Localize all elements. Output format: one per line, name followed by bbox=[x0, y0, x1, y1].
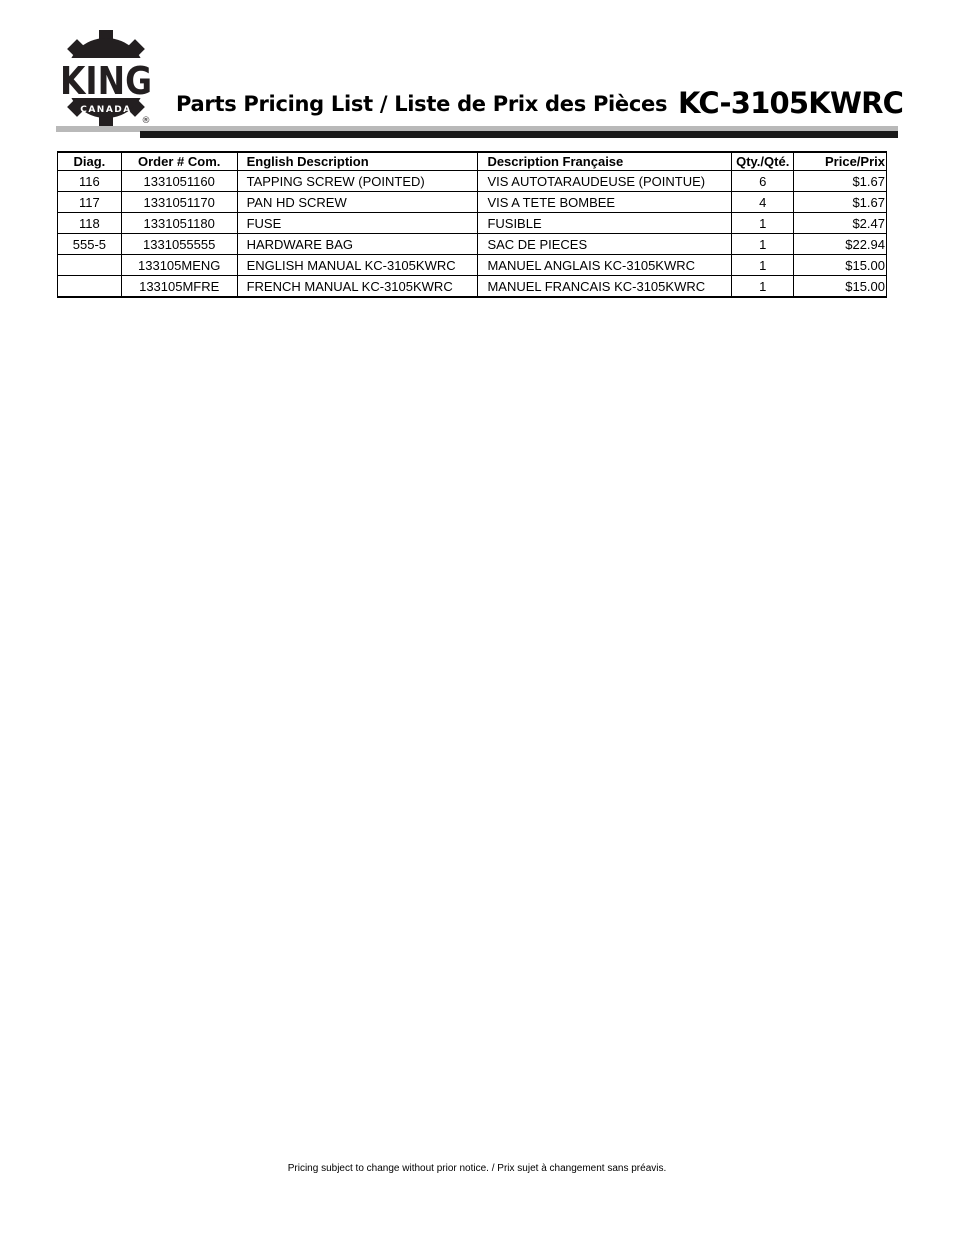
cell-diag: 116 bbox=[58, 171, 122, 192]
cell-price: $1.67 bbox=[794, 171, 887, 192]
cell-diag bbox=[58, 255, 122, 276]
cell-english: ENGLISH MANUAL KC-3105KWRC bbox=[237, 255, 478, 276]
cell-qty: 1 bbox=[732, 276, 794, 298]
parts-pricing-table bbox=[57, 151, 887, 298]
table-row bbox=[58, 276, 887, 298]
cell-french: VIS AUTOTARAUDEUSE (POINTUE) bbox=[478, 171, 732, 192]
cell-order: 1331051160 bbox=[121, 171, 237, 192]
cell-qty: 6 bbox=[732, 171, 794, 192]
table-row bbox=[58, 255, 887, 276]
cell-order: 1331055555 bbox=[121, 234, 237, 255]
header-divider-black bbox=[140, 131, 898, 138]
cell-qty: 1 bbox=[732, 255, 794, 276]
cell-diag: 118 bbox=[58, 213, 122, 234]
cell-diag bbox=[58, 276, 122, 298]
cell-english: PAN HD SCREW bbox=[237, 192, 478, 213]
table-row bbox=[58, 192, 887, 213]
cell-french: MANUEL FRANCAIS KC-3105KWRC bbox=[478, 276, 732, 298]
model-number: KC-3105KWRC bbox=[678, 86, 904, 120]
column-header-order: Order # Com. bbox=[121, 152, 237, 171]
cell-english: HARDWARE BAG bbox=[237, 234, 478, 255]
cell-price: $1.67 bbox=[794, 192, 887, 213]
cell-qty: 1 bbox=[732, 234, 794, 255]
table-row bbox=[58, 234, 887, 255]
svg-text:KING: KING bbox=[60, 59, 152, 103]
cell-english: FRENCH MANUAL KC-3105KWRC bbox=[237, 276, 478, 298]
table-header-row bbox=[58, 152, 887, 171]
svg-text:CANADA: CANADA bbox=[80, 105, 132, 115]
cell-diag: 117 bbox=[58, 192, 122, 213]
cell-price: $15.00 bbox=[794, 276, 887, 298]
cell-order: 133105MENG bbox=[121, 255, 237, 276]
cell-order: 1331051180 bbox=[121, 213, 237, 234]
column-header-qty: Qty./Qté. bbox=[732, 152, 794, 171]
cell-price: $22.94 bbox=[794, 234, 887, 255]
cell-price: $2.47 bbox=[794, 213, 887, 234]
pricing-disclaimer: Pricing subject to change without prior notice. / Prix sujet à changement sans préavis. bbox=[287, 1163, 667, 1174]
cell-order: 133105MFRE bbox=[121, 276, 237, 298]
svg-text:®: ® bbox=[141, 116, 151, 126]
cell-french: SAC DE PIECES bbox=[478, 234, 732, 255]
gear-logo-icon bbox=[56, 28, 156, 128]
cell-qty: 4 bbox=[732, 192, 794, 213]
cell-order: 1331051170 bbox=[121, 192, 237, 213]
cell-english: FUSE bbox=[237, 213, 478, 234]
cell-english: TAPPING SCREW (POINTED) bbox=[237, 171, 478, 192]
cell-french: MANUEL ANGLAIS KC-3105KWRC bbox=[478, 255, 732, 276]
table-row bbox=[58, 171, 887, 192]
cell-french: FUSIBLE bbox=[478, 213, 732, 234]
column-header-price: Price/Prix bbox=[794, 152, 887, 171]
page-title: Parts Pricing List / Liste de Prix des Pièces bbox=[176, 92, 668, 116]
column-header-diag: Diag. bbox=[58, 152, 122, 171]
cell-diag: 555-5 bbox=[58, 234, 122, 255]
cell-french: VIS A TETE BOMBEE bbox=[478, 192, 732, 213]
column-header-french-description: Description Française bbox=[478, 152, 732, 171]
column-header-english-description: English Description bbox=[237, 152, 478, 171]
table-row bbox=[58, 213, 887, 234]
king-canada-logo bbox=[56, 28, 156, 128]
cell-price: $15.00 bbox=[794, 255, 887, 276]
cell-qty: 1 bbox=[732, 213, 794, 234]
